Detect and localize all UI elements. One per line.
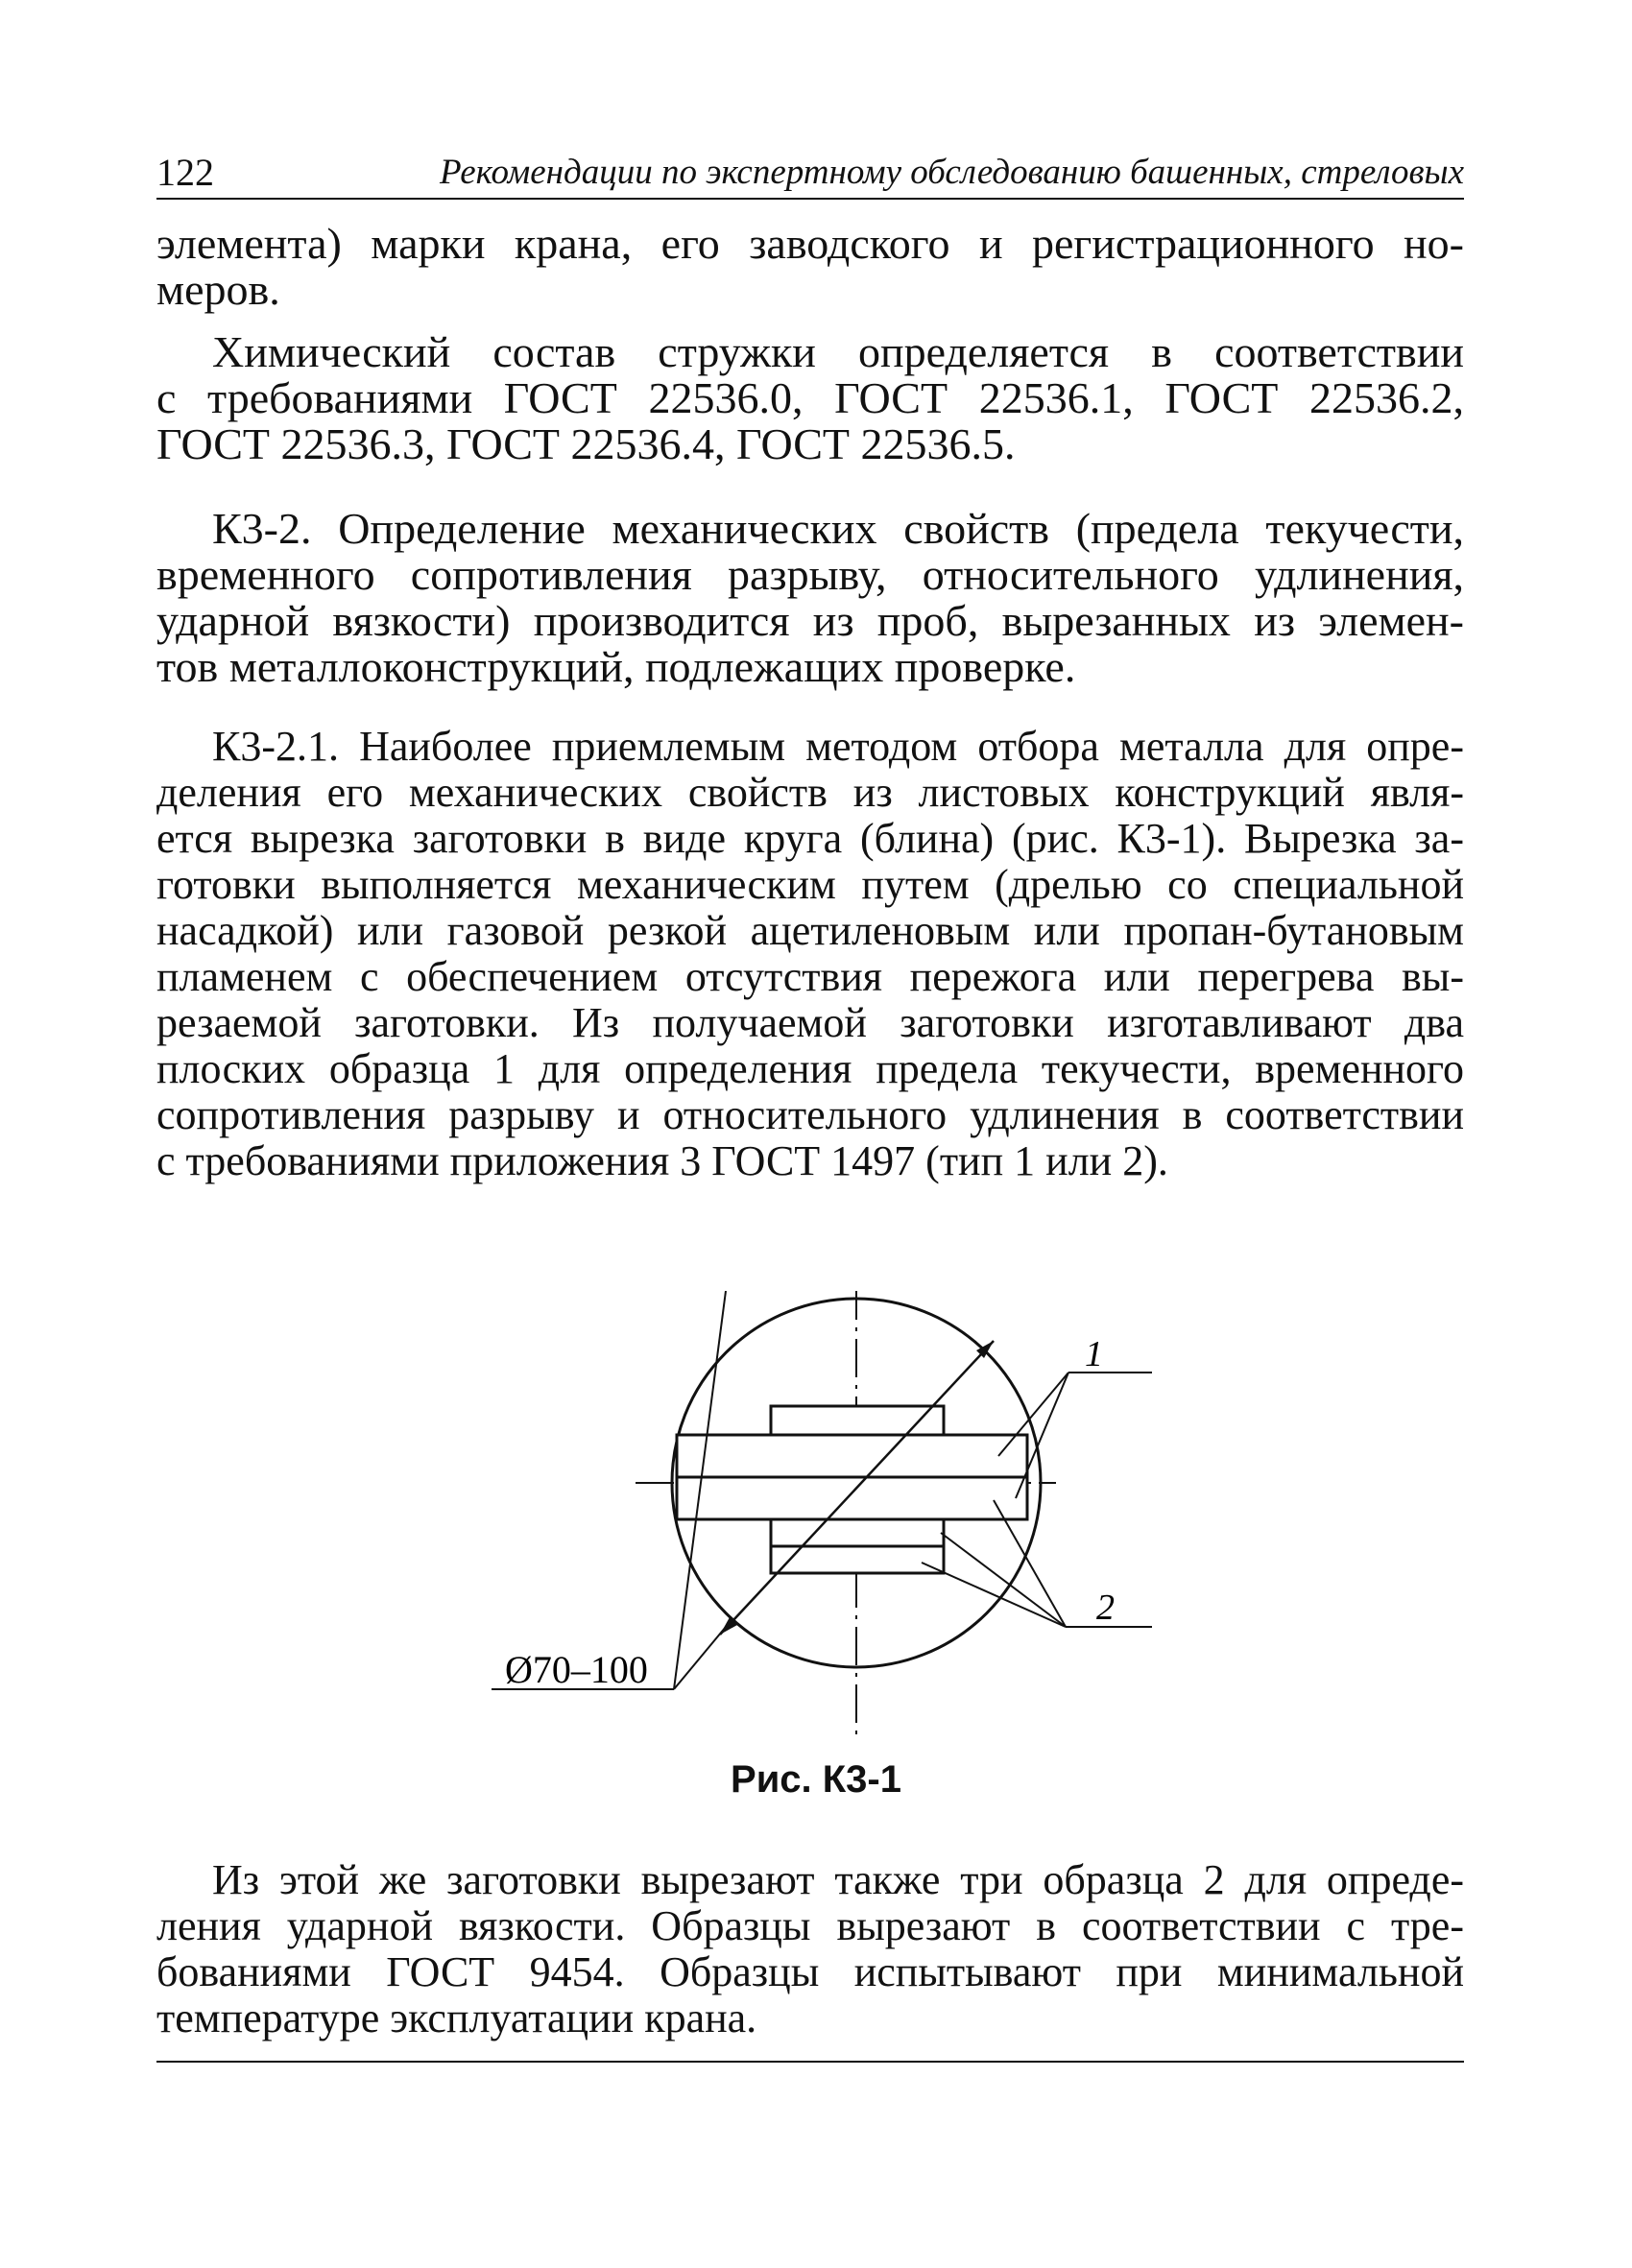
text-line: ударной вязкости) производится из проб, вырезанных из элемен- <box>156 596 1464 645</box>
flat-specimen-bottom <box>677 1477 1027 1519</box>
text-line: временного сопротивления разрыву, относительного удлинения, <box>156 550 1464 599</box>
label-1: 1 <box>1085 1334 1103 1374</box>
text-line: тов металлоконструкций, подлежащих проверке. <box>156 642 1076 691</box>
text-line: Из этой же заготовки вырезают также три образца 2 для опреде- <box>212 1856 1464 1903</box>
text-line: бованиями ГОСТ 9454. Образцы испытывают при минимальной <box>156 1948 1464 1995</box>
text-line: с требованиями приложения 3 ГОСТ 1497 (тип 1 или 2). <box>156 1137 1168 1184</box>
leader-1-line-a <box>998 1373 1068 1456</box>
text-line: меров. <box>156 265 280 314</box>
text-line: сопротивления разрыву и относительного удлинения в соответствии <box>156 1091 1464 1138</box>
page-number: 122 <box>156 151 214 194</box>
figure-caption: Рис. К3-1 <box>731 1758 901 1801</box>
page-header <box>156 142 1464 200</box>
figure-k3-1 <box>461 1291 1190 1742</box>
text-line: плоских образца 1 для определения предела текучести, временного <box>156 1045 1464 1092</box>
text-line: деления его механических свойств из листовых конструкций явля- <box>156 769 1464 816</box>
impact-specimen-a <box>771 1519 944 1546</box>
text-line: насадкой) или газовой резкой ацетиленовым или пропан-бутановым <box>156 907 1464 954</box>
diameter-label: Ø70–100 <box>505 1648 648 1691</box>
paragraph-continuation <box>156 221 1464 313</box>
paragraph-chemical-composition <box>156 329 1464 467</box>
text-line: К3-2.1. Наиболее приемлемым методом отбора металла для опре- <box>212 723 1464 770</box>
footer-rule <box>156 2061 1464 2063</box>
text-line: готовки выполняется механическим путем (дрелью со специальной <box>156 861 1464 908</box>
text-line: температуре эксплуатации крана. <box>156 1994 757 2041</box>
label-2: 2 <box>1096 1588 1115 1628</box>
text-line: К3-2. Определение механических свойств (предела текучести, <box>212 504 1464 553</box>
text-line: ется вырезка заготовки в виде круга (блина) (рис. К3-1). Вырезка за- <box>156 815 1464 862</box>
impact-specimen-b <box>771 1546 944 1573</box>
text-line: ГОСТ 22536.3, ГОСТ 22536.4, ГОСТ 22536.5. <box>156 419 1016 468</box>
paragraph-k3-2 <box>156 506 1464 690</box>
text-line: ления ударной вязкости. Образцы вырезают в соответствии с тре- <box>156 1902 1464 1949</box>
text-line: пламенем с обеспечением отсутствия пережога или перегрева вы- <box>156 953 1464 1000</box>
text-line: элемента) марки крана, его заводского и регистрационного но- <box>156 219 1464 268</box>
text-line: резаемой заготовки. Из получаемой заготовки изготавливают два <box>156 999 1464 1046</box>
running-title: Рекомендации по экспертному обследованию башенных, стреловых <box>439 153 1464 192</box>
flat-specimen-top <box>677 1435 1027 1477</box>
text-line: Химический состав стружки определяется в соответствии <box>212 327 1464 376</box>
paragraph-impact-specimens <box>156 1857 1464 2041</box>
paragraph-k3-2-1 <box>156 724 1464 1184</box>
leader-2-line-a <box>994 1500 1066 1627</box>
text-line: с требованиями ГОСТ 22536.0, ГОСТ 22536.1, ГОСТ 22536.2, <box>156 373 1464 422</box>
